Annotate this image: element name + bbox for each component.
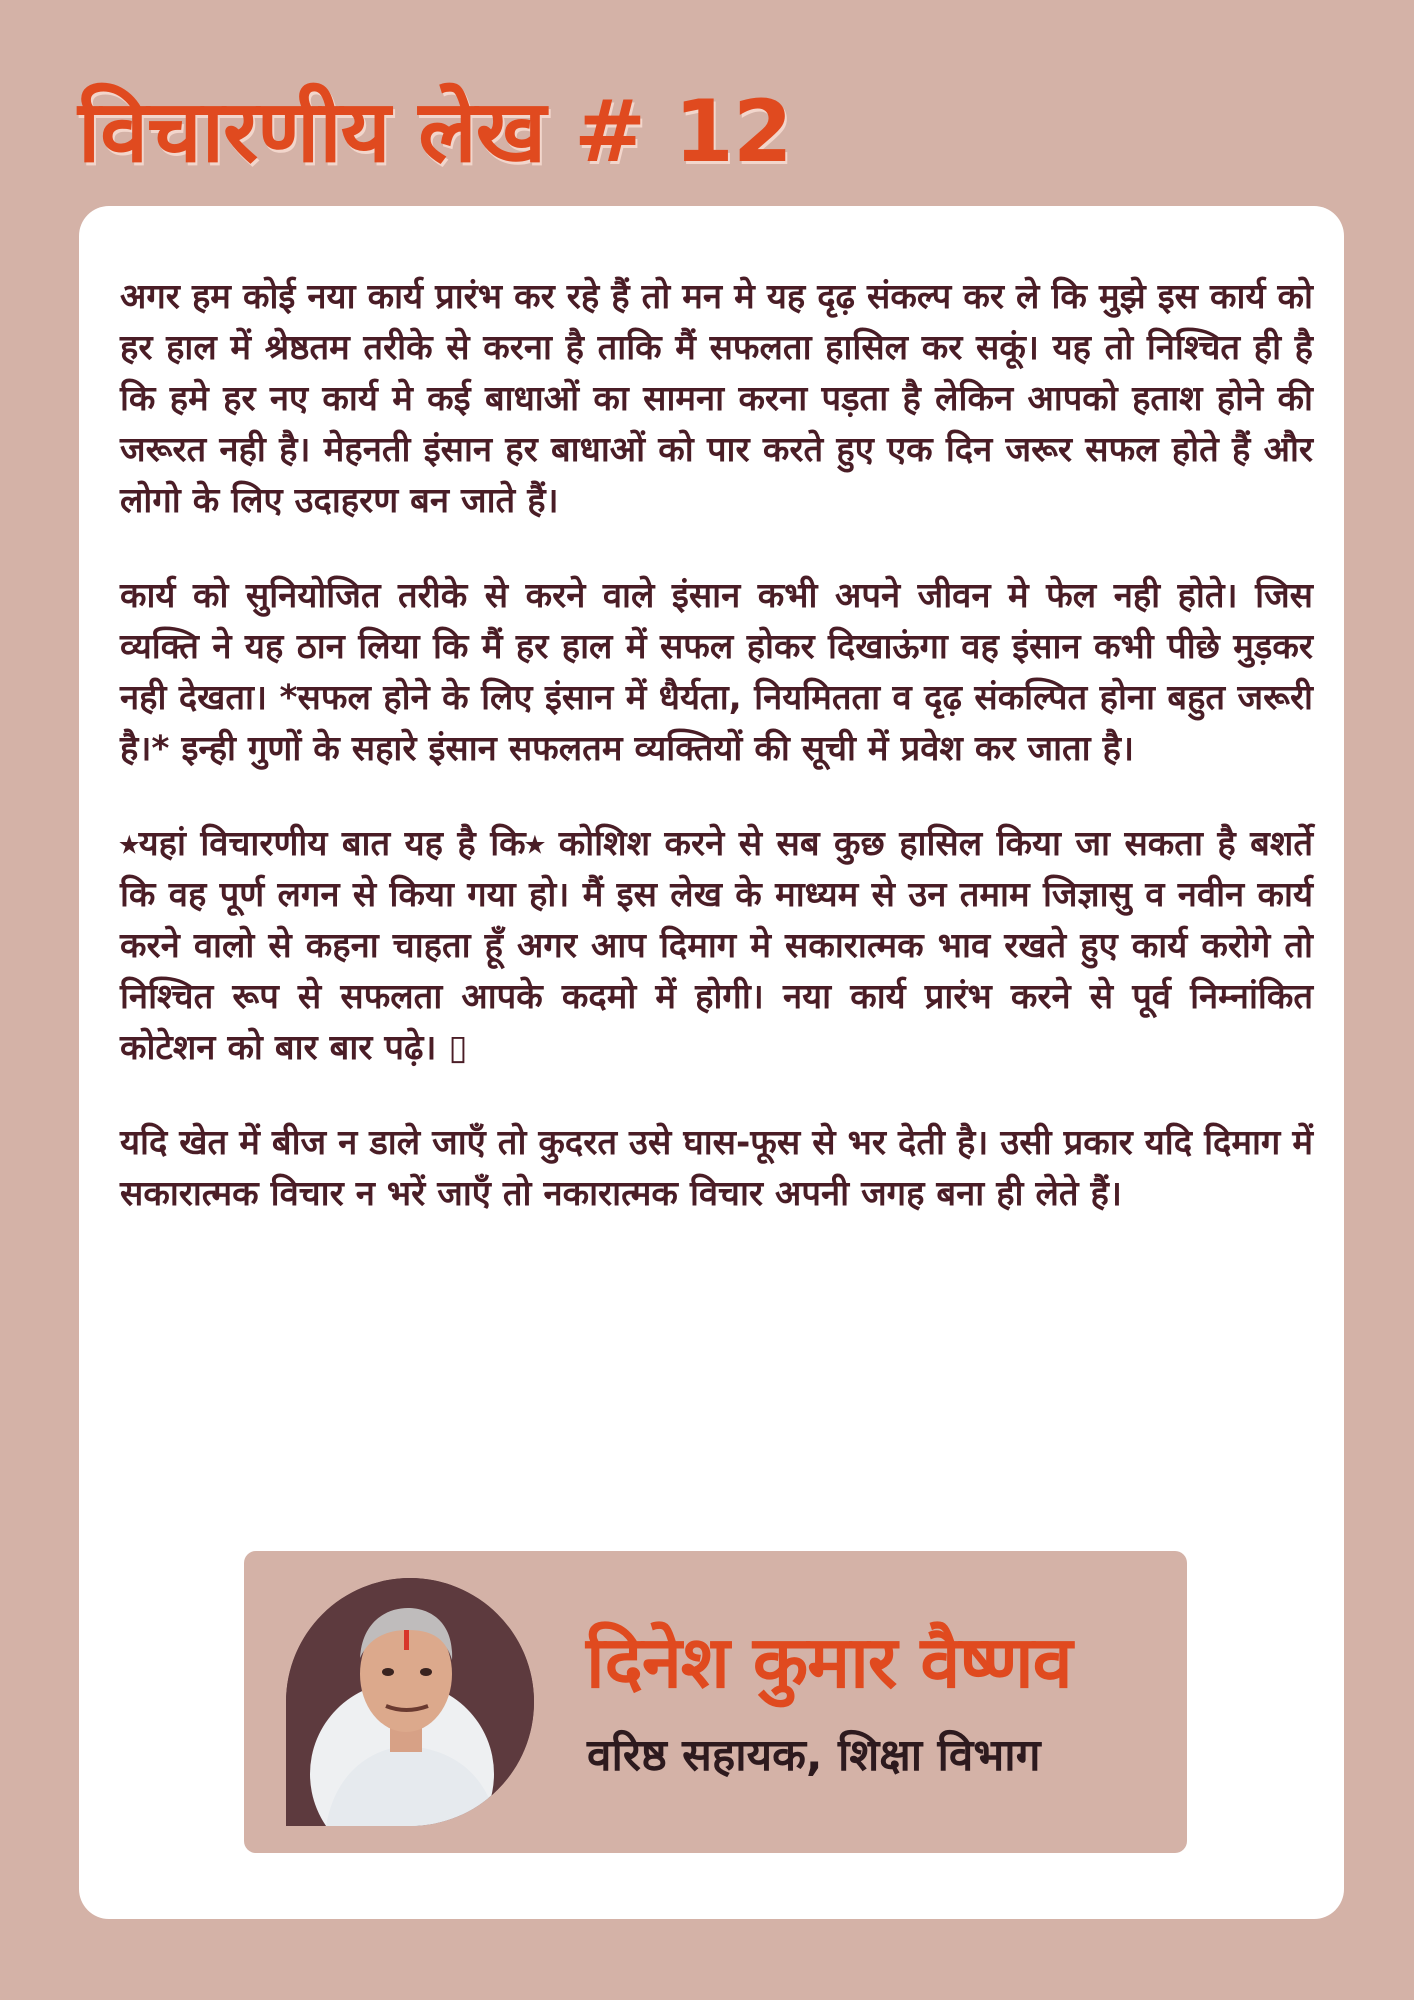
avatar	[286, 1578, 534, 1826]
article-paragraph-2: कार्य को सुनियोजित तरीके से करने वाले इंसान कभी अपने जीवन मे फेल नही होते। जिस व्यक्ति ने यह ठान लिया कि मैं हर हाल में सफल होकर दिखाऊंगा वह इंसान कभी पीछे मुड़कर नही देखता। *सफल होने के लिए इंसान में धैर्यता, नियमितता व दृढ़ संकल्पित होना बहुत जरूरी है।* इन्ही गुणों के सहारे इंसान सफलतम व्यक्तियों की सूची में प्रवेश कर जाता है।	[120, 576, 1313, 769]
article-paragraph-3: ⭑यहां विचारणीय बात यह है कि⭑ कोशिश करने से सब कुछ हासिल किया जा सकता है बशर्ते कि वह पूर्ण लगन से किया गया हो। मैं इस लेख के माध्यम से उन तमाम जिज्ञासु व नवीन कार्य करने वालो से कहना चाहता हूँ अगर आप दिमाग मे सकारात्मक भाव रखते हुए कार्य करोगे तो निश्चित रूप से सफलता आपके कदमो में होगी। नया कार्य प्रारंभ करने से पूर्व निम्नांकित कोटेशन को बार बार पढ़े। ▯	[120, 824, 1313, 1068]
article-paragraph-1: अगर हम कोई नया कार्य प्रारंभ कर रहे हैं तो मन मे यह दृढ़ संकल्प कर ले कि मुझे इस कार्य को हर हाल में श्रेष्ठतम तरीके से करना है ताकि मैं सफलता हासिल कर सकूं। यह तो निश्चित ही है कि हमे हर नए कार्य मे कई बाधाओं का सामना करना पड़ता है लेकिन आपको हताश होने की जरूरत नही है। मेहनती इंसान हर बाधाओं को पार करते हुए एक दिन जरूर सफल होते हैं और लोगो के लिए उदाहरण बन जाते हैं।	[120, 277, 1313, 521]
article-body	[120, 272, 1313, 1264]
author-name: दिनेश कुमार वैष्णव	[586, 1620, 1072, 1704]
author-box	[244, 1551, 1187, 1853]
article-card	[79, 206, 1344, 1919]
page-title: विचारणीय लेख # 12	[78, 82, 792, 182]
article-paragraph-4: यदि खेत में बीज न डाले जाएँ तो कुदरत उसे घास-फूस से भर देती है। उसी प्रकार यदि दिमाग में सकारात्मक विचार न भरें जाएँ तो नकारात्मक विचार अपनी जगह बना ही लेते हैं।	[120, 1123, 1313, 1214]
author-photo	[286, 1578, 534, 1826]
author-role: वरिष्ठ सहायक, शिक्षा विभाग	[587, 1730, 1041, 1781]
